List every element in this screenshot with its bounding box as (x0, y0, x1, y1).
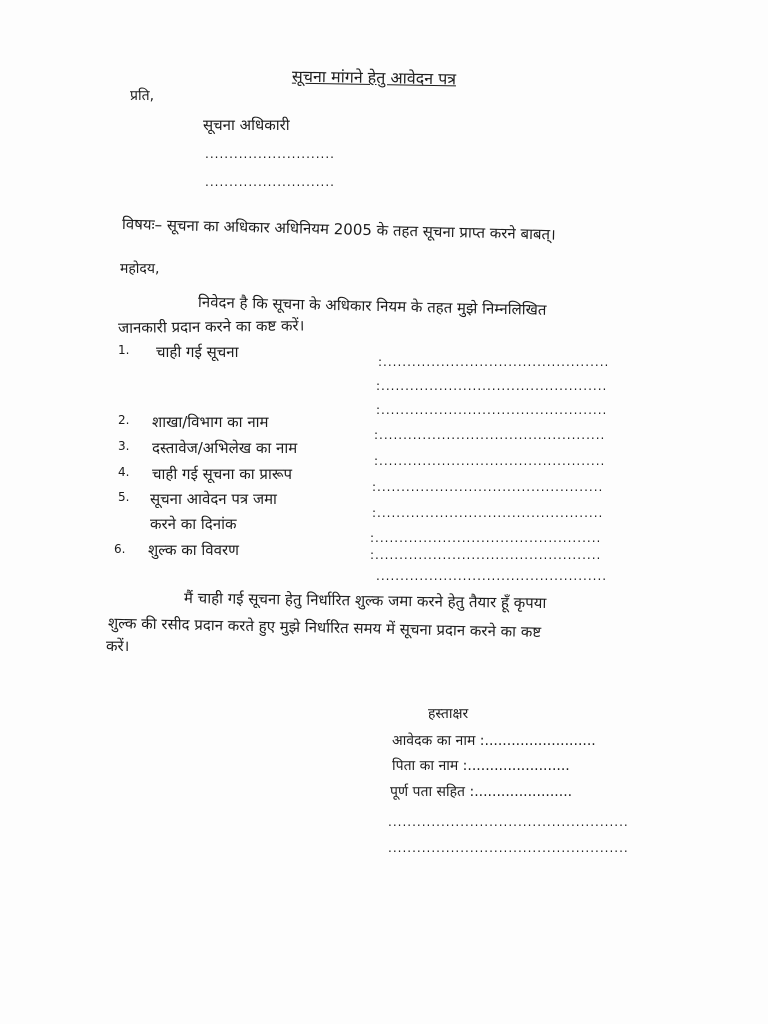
item-number: 1. (118, 343, 130, 357)
form-title: सूचना मांगने हेतु आवेदन पत्र (291, 66, 457, 89)
request-line-2: जानकारी प्रदान करने का कष्ट करें। (117, 316, 305, 337)
item-label: शाखा/विभाग का नाम (152, 413, 269, 431)
item-value: :............................................... (374, 454, 606, 468)
closing-line-2: शुल्क की रसीद प्रदान करते हुए मुझे निर्धारित समय में सूचना प्रदान करने का कष्ट (107, 614, 542, 642)
item-label: करने का दिनांक (150, 515, 237, 533)
closing-line-3: करें। (106, 637, 130, 655)
officer-title: सूचना अधिकारी (203, 116, 290, 134)
item-label: सूचना आवेदन पत्र जमा (150, 490, 277, 508)
item-label: दस्तावेज/अभिलेख का नाम (152, 439, 298, 457)
item-value: ................................................ (376, 569, 608, 583)
item-value: :............................................... (376, 403, 608, 417)
address-line-1: .................................................. (388, 815, 629, 829)
item-label: शुल्क का विवरण (148, 541, 239, 559)
officer-line-2: ........................... (205, 175, 335, 189)
item-label: चाही गई सूचना (156, 343, 239, 361)
address-line-2: .................................................. (388, 841, 629, 855)
item-number: 4. (118, 465, 130, 479)
officer-line-1: ........................... (205, 147, 335, 161)
salutation: महोदय, (120, 261, 160, 277)
signature-label: हस्ताक्षर (428, 706, 469, 722)
to-label: प्रति, (130, 88, 155, 104)
address-field: पूर्ण पता सहित :...................... (390, 784, 573, 800)
item-number: 3. (118, 439, 130, 453)
item-number: 2. (118, 413, 130, 427)
item-value: :............................................... (372, 480, 604, 494)
item-number: 5. (118, 490, 130, 504)
item-value: :............................................... (376, 379, 608, 393)
item-value: :............................................... (374, 428, 606, 442)
request-line-1: निवेदन है कि सूचना के अधिकार नियम के तहत मुझे निम्नलिखित (197, 293, 547, 319)
closing-line-1: मैं चाही गई सूचना हेतु निर्धारित शुल्क जमा करने हेतु तैयार हूँ कृपया (183, 589, 547, 613)
item-number: 6. (114, 542, 126, 556)
father-name-field: पिता का नाम :....................... (392, 758, 570, 774)
item-value: :............................................... (370, 531, 602, 545)
item-value: :............................................... (378, 355, 610, 369)
item-value: :............................................... (370, 548, 602, 562)
applicant-name-field: आवेदक का नाम :......................... (392, 733, 596, 749)
item-value: :............................................... (372, 506, 604, 520)
subject-line: विषयः– सूचना का अधिकार अधिनियम 2005 के तहत सूचना प्राप्त करने बाबत्। (121, 215, 556, 244)
item-label: चाही गई सूचना का प्रारूप (152, 465, 293, 483)
